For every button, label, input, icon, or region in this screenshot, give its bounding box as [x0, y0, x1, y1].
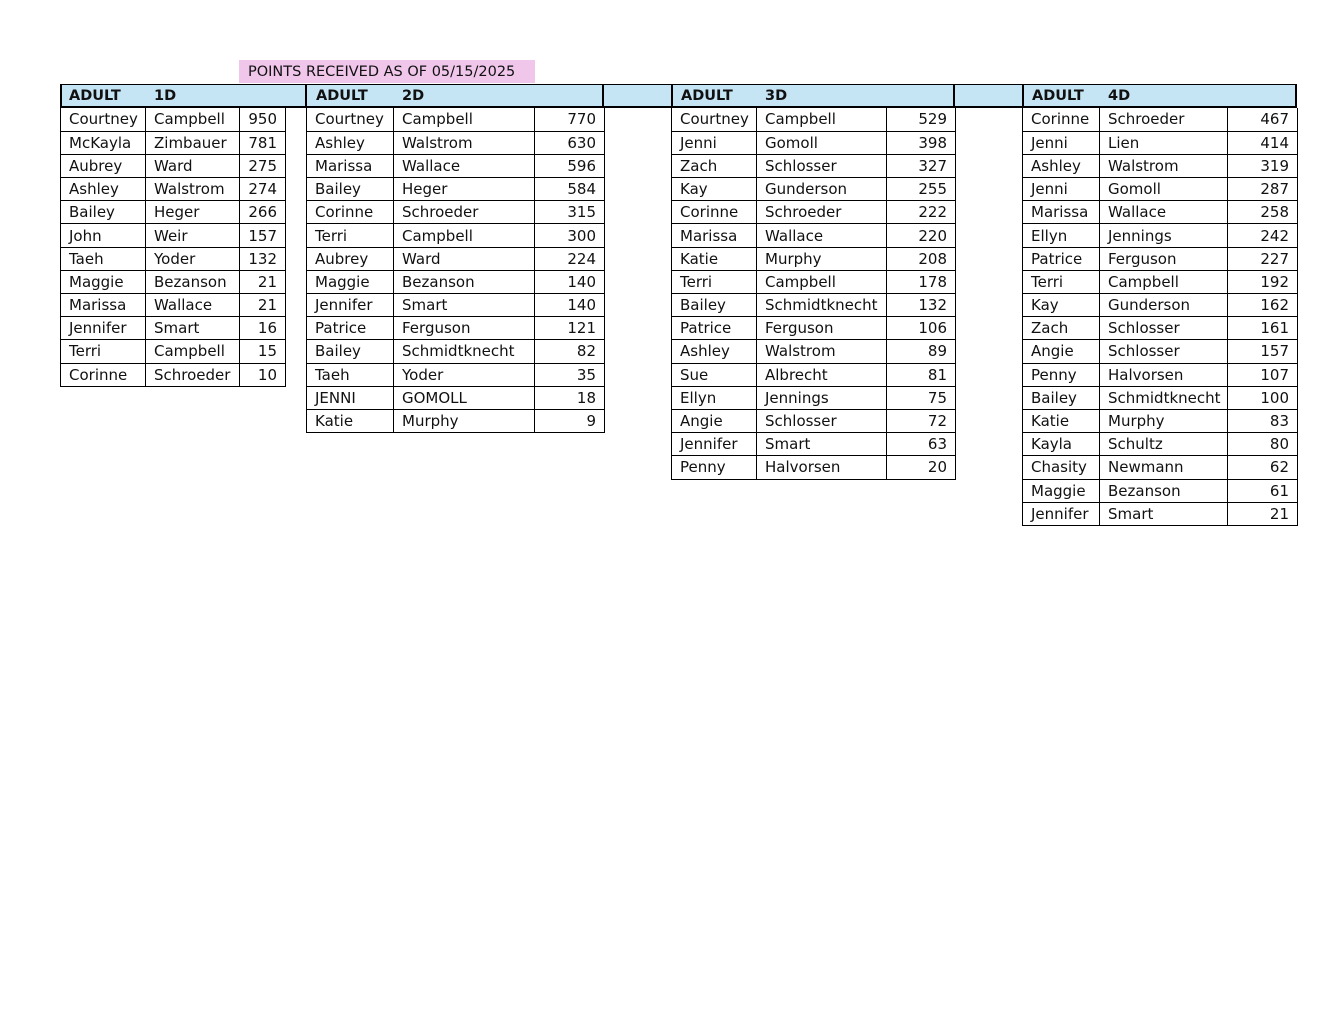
points-cell: 132	[887, 294, 956, 317]
first-name-cell: Marissa	[61, 294, 146, 317]
first-name-cell: Zach	[1023, 317, 1100, 340]
last-name-cell: Walstrom	[757, 340, 887, 363]
last-name-cell: Yoder	[394, 363, 535, 386]
last-name-cell: Murphy	[394, 409, 535, 432]
first-name-cell: Kay	[672, 178, 757, 201]
points-cell: 157	[240, 224, 286, 247]
last-name-cell: Wallace	[757, 224, 887, 247]
first-name-cell: Marissa	[672, 224, 757, 247]
table-row	[672, 108, 956, 131]
first-name-cell: Ashley	[672, 340, 757, 363]
last-name-cell: Walstrom	[394, 131, 535, 154]
first-name-cell: Maggie	[1023, 479, 1100, 502]
last-name-cell: Schroeder	[394, 201, 535, 224]
table-row	[307, 154, 605, 177]
table-row	[1023, 433, 1298, 456]
last-name-cell: Wallace	[1100, 201, 1228, 224]
points-cell: 106	[887, 317, 956, 340]
table-row	[307, 131, 605, 154]
header-rule	[953, 84, 955, 108]
table-row	[61, 108, 286, 131]
last-name-cell: Newmann	[1100, 456, 1228, 479]
points-cell: 16	[240, 317, 286, 340]
points-cell: 82	[535, 340, 605, 363]
table-row	[307, 409, 605, 432]
first-name-cell: Chasity	[1023, 456, 1100, 479]
points-cell: 222	[887, 201, 956, 224]
table-row	[1023, 178, 1298, 201]
points-cell: 61	[1228, 479, 1298, 502]
last-name-cell: Ferguson	[394, 317, 535, 340]
last-name-cell: Smart	[394, 294, 535, 317]
points-banner: POINTS RECEIVED AS OF 05/15/2025	[239, 60, 535, 83]
table-row	[672, 201, 956, 224]
first-name-cell: Maggie	[61, 270, 146, 293]
table-row	[1023, 317, 1298, 340]
first-name-cell: Corinne	[1023, 108, 1100, 131]
last-name-cell: Zimbauer	[146, 131, 240, 154]
last-name-cell: Gomoll	[757, 131, 887, 154]
first-name-cell: Taeh	[307, 363, 394, 386]
points-cell: 21	[240, 270, 286, 293]
points-cell: 208	[887, 247, 956, 270]
points-cell: 630	[535, 131, 605, 154]
points-cell: 224	[535, 247, 605, 270]
points-cell: 398	[887, 131, 956, 154]
table-row	[672, 178, 956, 201]
group-1d-label: ADULT	[69, 88, 121, 104]
points-cell: 950	[240, 108, 286, 131]
table-row	[1023, 247, 1298, 270]
first-name-cell: Jennifer	[1023, 502, 1100, 525]
last-name-cell: Schmidtknecht	[394, 340, 535, 363]
table-row	[307, 247, 605, 270]
first-name-cell: Jennifer	[672, 433, 757, 456]
points-cell: 275	[240, 154, 286, 177]
first-name-cell: Marissa	[1023, 201, 1100, 224]
table-row	[307, 294, 605, 317]
points-cell: 9	[535, 409, 605, 432]
last-name-cell: Schmidtknecht	[1100, 386, 1228, 409]
points-cell: 178	[887, 270, 956, 293]
table-row	[61, 154, 286, 177]
table-row	[61, 131, 286, 154]
last-name-cell: Smart	[1100, 502, 1228, 525]
group-3d-division: 3D	[765, 88, 788, 104]
last-name-cell: Schlosser	[1100, 317, 1228, 340]
points-cell: 72	[887, 409, 956, 432]
first-name-cell: Jenni	[1023, 131, 1100, 154]
first-name-cell: Kay	[1023, 294, 1100, 317]
points-cell: 132	[240, 247, 286, 270]
table-row	[61, 247, 286, 270]
last-name-cell: Halvorsen	[1100, 363, 1228, 386]
points-cell: 161	[1228, 317, 1298, 340]
last-name-cell: Schroeder	[146, 363, 240, 386]
last-name-cell: Bezanson	[1100, 479, 1228, 502]
points-cell: 89	[887, 340, 956, 363]
group-4d-label: ADULT	[1032, 88, 1084, 104]
first-name-cell: Katie	[672, 247, 757, 270]
header-rule	[671, 84, 673, 108]
last-name-cell: Schlosser	[757, 409, 887, 432]
group-3d-table	[671, 108, 956, 480]
first-name-cell: Corinne	[672, 201, 757, 224]
table-row	[1023, 131, 1298, 154]
last-name-cell: Schroeder	[1100, 108, 1228, 131]
last-name-cell: Schmidtknecht	[757, 294, 887, 317]
points-cell: 21	[1228, 502, 1298, 525]
first-name-cell: John	[61, 224, 146, 247]
first-name-cell: Ashley	[307, 131, 394, 154]
points-cell: 21	[240, 294, 286, 317]
last-name-cell: Ward	[146, 154, 240, 177]
table-row	[1023, 363, 1298, 386]
table-row	[307, 108, 605, 131]
table-row	[672, 409, 956, 432]
table-row	[61, 178, 286, 201]
table-row	[1023, 201, 1298, 224]
table-row	[61, 224, 286, 247]
points-cell: 315	[535, 201, 605, 224]
last-name-cell: Weir	[146, 224, 240, 247]
header-rule	[1295, 84, 1297, 108]
table-row	[672, 270, 956, 293]
last-name-cell: Halvorsen	[757, 456, 887, 479]
last-name-cell: Ferguson	[1100, 247, 1228, 270]
points-cell: 157	[1228, 340, 1298, 363]
last-name-cell: Smart	[146, 317, 240, 340]
header-rule	[602, 84, 604, 108]
first-name-cell: Penny	[672, 456, 757, 479]
last-name-cell: Jennings	[1100, 224, 1228, 247]
points-cell: 414	[1228, 131, 1298, 154]
first-name-cell: Terri	[307, 224, 394, 247]
table-row	[672, 433, 956, 456]
first-name-cell: Zach	[672, 154, 757, 177]
first-name-cell: Jennifer	[61, 317, 146, 340]
first-name-cell: Patrice	[672, 317, 757, 340]
last-name-cell: Walstrom	[146, 178, 240, 201]
first-name-cell: Bailey	[61, 201, 146, 224]
points-cell: 300	[535, 224, 605, 247]
table-row	[1023, 479, 1298, 502]
table-row	[307, 201, 605, 224]
last-name-cell: Heger	[146, 201, 240, 224]
last-name-cell: Gomoll	[1100, 178, 1228, 201]
first-name-cell: Katie	[1023, 409, 1100, 432]
table-row	[1023, 340, 1298, 363]
group-4d-table	[1022, 108, 1298, 526]
first-name-cell: Terri	[61, 340, 146, 363]
first-name-cell: Patrice	[1023, 247, 1100, 270]
points-cell: 20	[887, 456, 956, 479]
first-name-cell: Terri	[672, 270, 757, 293]
group-2d-label: ADULT	[316, 88, 368, 104]
points-cell: 10	[240, 363, 286, 386]
table-row	[1023, 224, 1298, 247]
last-name-cell: Wallace	[146, 294, 240, 317]
table-row	[61, 270, 286, 293]
table-row	[307, 386, 605, 409]
first-name-cell: Bailey	[672, 294, 757, 317]
points-cell: 75	[887, 386, 956, 409]
header-rule	[1022, 84, 1024, 108]
points-cell: 255	[887, 178, 956, 201]
last-name-cell: Schroeder	[757, 201, 887, 224]
first-name-cell: Bailey	[307, 340, 394, 363]
first-name-cell: Jenni	[1023, 178, 1100, 201]
points-cell: 274	[240, 178, 286, 201]
table-row	[307, 317, 605, 340]
points-cell: 162	[1228, 294, 1298, 317]
last-name-cell: Jennings	[757, 386, 887, 409]
first-name-cell: Sue	[672, 363, 757, 386]
last-name-cell: Murphy	[757, 247, 887, 270]
table-row	[672, 224, 956, 247]
table-row	[1023, 456, 1298, 479]
points-cell: 35	[535, 363, 605, 386]
last-name-cell: Campbell	[146, 108, 240, 131]
table-row	[672, 154, 956, 177]
table-row	[1023, 294, 1298, 317]
table-row	[672, 247, 956, 270]
group-4d-division: 4D	[1108, 88, 1131, 104]
last-name-cell: Campbell	[394, 108, 535, 131]
last-name-cell: Lien	[1100, 131, 1228, 154]
table-row	[307, 363, 605, 386]
last-name-cell: Campbell	[757, 270, 887, 293]
points-cell: 140	[535, 270, 605, 293]
first-name-cell: Ashley	[61, 178, 146, 201]
table-row	[1023, 270, 1298, 293]
group-2d-table	[306, 108, 605, 433]
table-row	[61, 201, 286, 224]
points-cell: 220	[887, 224, 956, 247]
last-name-cell: Ferguson	[757, 317, 887, 340]
points-cell: 80	[1228, 433, 1298, 456]
table-row	[672, 294, 956, 317]
table-row	[61, 340, 286, 363]
points-cell: 81	[887, 363, 956, 386]
header-rule	[60, 84, 62, 108]
points-cell: 266	[240, 201, 286, 224]
group-3d-label: ADULT	[681, 88, 733, 104]
first-name-cell: Ashley	[1023, 154, 1100, 177]
first-name-cell: Marissa	[307, 154, 394, 177]
table-row	[672, 456, 956, 479]
table-row	[307, 178, 605, 201]
last-name-cell: Yoder	[146, 247, 240, 270]
points-cell: 319	[1228, 154, 1298, 177]
table-row	[1023, 502, 1298, 525]
header-rule	[305, 84, 307, 108]
points-cell: 15	[240, 340, 286, 363]
first-name-cell: Courtney	[61, 108, 146, 131]
points-cell: 287	[1228, 178, 1298, 201]
last-name-cell: Ward	[394, 247, 535, 270]
table-row	[672, 131, 956, 154]
group-1d-table	[60, 108, 286, 387]
first-name-cell: Taeh	[61, 247, 146, 270]
table-row	[672, 340, 956, 363]
points-cell: 242	[1228, 224, 1298, 247]
first-name-cell: JENNI	[307, 386, 394, 409]
points-cell: 18	[535, 386, 605, 409]
points-cell: 529	[887, 108, 956, 131]
group-1d-division: 1D	[154, 88, 177, 104]
table-row	[307, 270, 605, 293]
first-name-cell: Kayla	[1023, 433, 1100, 456]
table-row	[1023, 386, 1298, 409]
first-name-cell: Patrice	[307, 317, 394, 340]
points-cell: 258	[1228, 201, 1298, 224]
last-name-cell: Gunderson	[1100, 294, 1228, 317]
first-name-cell: Ellyn	[1023, 224, 1100, 247]
table-row	[61, 363, 286, 386]
table-row	[307, 224, 605, 247]
points-cell: 467	[1228, 108, 1298, 131]
first-name-cell: Bailey	[1023, 386, 1100, 409]
first-name-cell: Angie	[672, 409, 757, 432]
first-name-cell: Maggie	[307, 270, 394, 293]
last-name-cell: Heger	[394, 178, 535, 201]
first-name-cell: Courtney	[672, 108, 757, 131]
last-name-cell: Wallace	[394, 154, 535, 177]
points-cell: 227	[1228, 247, 1298, 270]
points-cell: 63	[887, 433, 956, 456]
last-name-cell: Schultz	[1100, 433, 1228, 456]
table-row	[61, 317, 286, 340]
table-row	[672, 363, 956, 386]
table-row	[307, 340, 605, 363]
last-name-cell: Albrecht	[757, 363, 887, 386]
first-name-cell: Bailey	[307, 178, 394, 201]
table-row	[61, 294, 286, 317]
last-name-cell: Campbell	[1100, 270, 1228, 293]
points-cell: 770	[535, 108, 605, 131]
points-cell: 83	[1228, 409, 1298, 432]
last-name-cell: Smart	[757, 433, 887, 456]
last-name-cell: Murphy	[1100, 409, 1228, 432]
first-name-cell: McKayla	[61, 131, 146, 154]
points-cell: 596	[535, 154, 605, 177]
first-name-cell: Ellyn	[672, 386, 757, 409]
points-cell: 327	[887, 154, 956, 177]
last-name-cell: Campbell	[394, 224, 535, 247]
points-cell: 192	[1228, 270, 1298, 293]
last-name-cell: Walstrom	[1100, 154, 1228, 177]
first-name-cell: Aubrey	[61, 154, 146, 177]
last-name-cell: Gunderson	[757, 178, 887, 201]
first-name-cell: Aubrey	[307, 247, 394, 270]
first-name-cell: Jennifer	[307, 294, 394, 317]
points-cell: 100	[1228, 386, 1298, 409]
first-name-cell: Angie	[1023, 340, 1100, 363]
first-name-cell: Courtney	[307, 108, 394, 131]
points-cell: 781	[240, 131, 286, 154]
first-name-cell: Jenni	[672, 131, 757, 154]
first-name-cell: Corinne	[61, 363, 146, 386]
table-row	[1023, 154, 1298, 177]
points-cell: 107	[1228, 363, 1298, 386]
points-cell: 140	[535, 294, 605, 317]
table-row	[672, 386, 956, 409]
points-cell: 62	[1228, 456, 1298, 479]
table-row	[1023, 409, 1298, 432]
last-name-cell: Bezanson	[394, 270, 535, 293]
table-row	[1023, 108, 1298, 131]
first-name-cell: Katie	[307, 409, 394, 432]
last-name-cell: Campbell	[146, 340, 240, 363]
table-row	[672, 317, 956, 340]
points-cell: 584	[535, 178, 605, 201]
last-name-cell: Schlosser	[757, 154, 887, 177]
last-name-cell: Schlosser	[1100, 340, 1228, 363]
last-name-cell: GOMOLL	[394, 386, 535, 409]
last-name-cell: Bezanson	[146, 270, 240, 293]
last-name-cell: Campbell	[757, 108, 887, 131]
first-name-cell: Penny	[1023, 363, 1100, 386]
points-cell: 121	[535, 317, 605, 340]
group-2d-division: 2D	[402, 88, 425, 104]
first-name-cell: Terri	[1023, 270, 1100, 293]
first-name-cell: Corinne	[307, 201, 394, 224]
